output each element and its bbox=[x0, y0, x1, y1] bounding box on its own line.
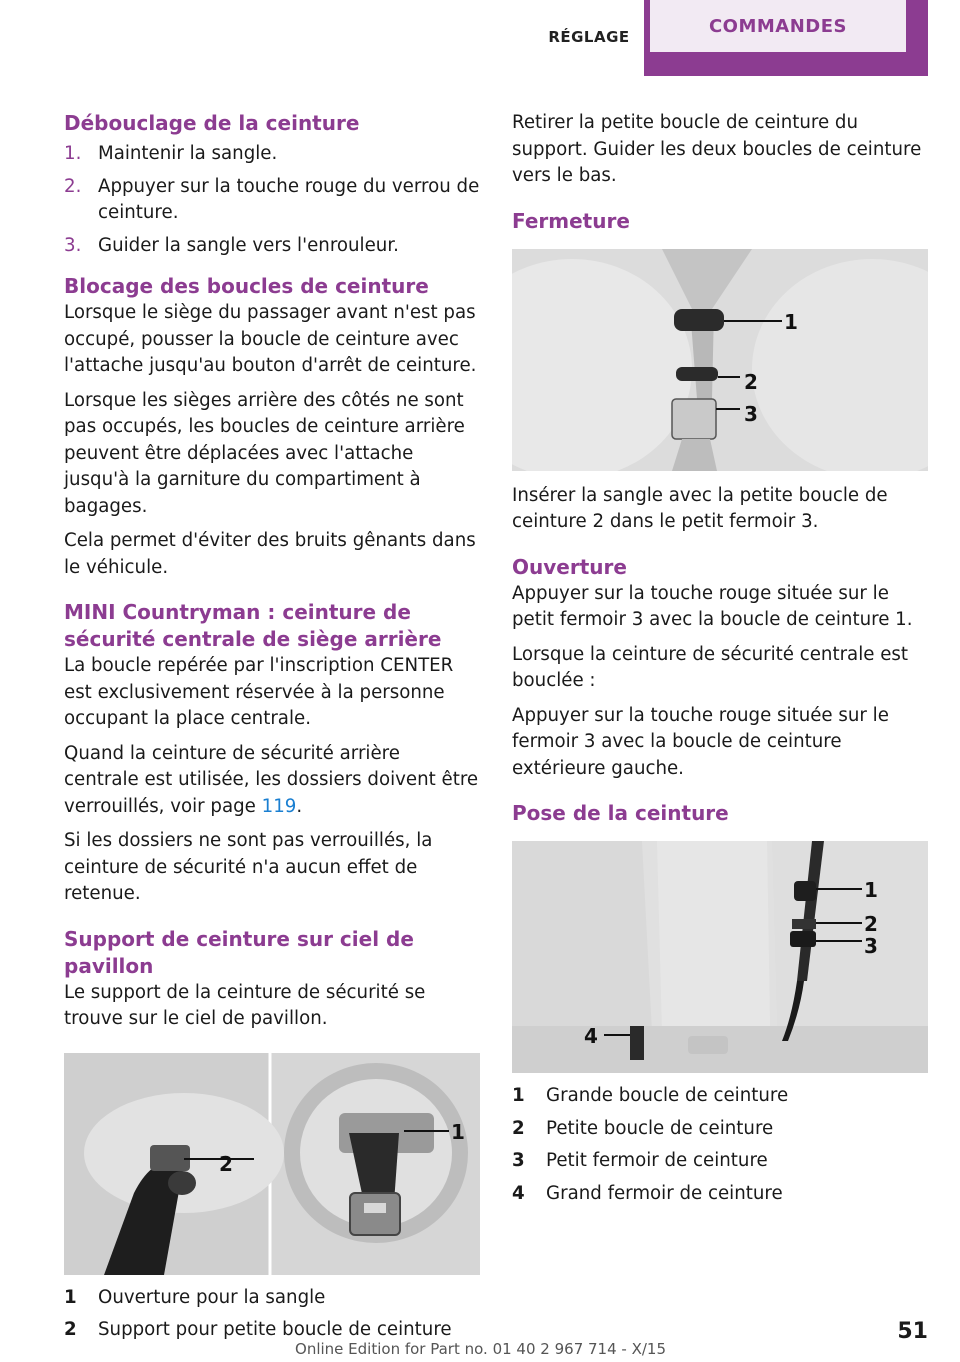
page-link[interactable]: 119 bbox=[261, 795, 297, 817]
legend-number: 1 bbox=[512, 1085, 525, 1106]
step-number: 1. bbox=[64, 143, 82, 164]
tab-commandes[interactable] bbox=[644, 0, 928, 76]
paragraph: Lorsque la ceinture de sécurité centrale est bouclée : bbox=[512, 643, 909, 691]
section-title-blocage: Blocage des boucles de ceinture bbox=[64, 274, 429, 298]
legend-text: Grand fermoir de ceinture bbox=[546, 1182, 783, 1204]
step-text: Appuyer sur la touche rouge du verrou de ceinture. bbox=[98, 175, 480, 223]
figure-fastening bbox=[512, 249, 928, 471]
steps-list bbox=[64, 141, 480, 259]
legend-number: 1 bbox=[64, 1286, 77, 1308]
figure-callout: 3 bbox=[744, 401, 758, 426]
legend-number: 4 bbox=[512, 1182, 525, 1204]
paragraph: Appuyer sur la touche rouge située sur le fermoir 3 avec la boucle de ceinture extérieure gauche. bbox=[512, 704, 889, 779]
list-item bbox=[512, 1116, 928, 1143]
paragraph: Cela permet d'éviter des bruits gênants dans le véhicule. bbox=[64, 530, 476, 578]
list-item bbox=[512, 1181, 928, 1208]
edition-note: Online Edition for Part no. 01 40 2 967 714 - X/15 bbox=[295, 1340, 666, 1358]
legend-text: Support pour petite boucle de ceinture bbox=[98, 1319, 452, 1340]
paragraph: Appuyer sur la touche rouge située sur le petit fermoir 3 avec la boucle de ceinture 1. bbox=[512, 582, 913, 630]
paragraph: Le support de la ceinture de sécurité se trouve sur le ciel de pavillon. bbox=[64, 981, 426, 1029]
section-title-ouverture: Ouverture bbox=[512, 554, 627, 579]
tab-commandes-label: COMMANDES bbox=[650, 0, 906, 52]
step-text: Guider la sangle vers l'enrouleur. bbox=[98, 234, 399, 256]
section-title-pose: Pose de la ceinture bbox=[512, 801, 729, 825]
paragraph: La boucle repérée par l'inscription CENTER est exclusivement réservée à la personne occupant la place centrale. bbox=[64, 655, 454, 729]
step-number: 2. bbox=[64, 175, 82, 197]
figure-callout: 1 bbox=[451, 1119, 465, 1144]
legend-text: Ouverture pour la sangle bbox=[98, 1286, 326, 1308]
figure-legend bbox=[512, 1083, 928, 1207]
paragraph: Si les dossiers ne sont pas verrouillés, la ceinture de sécurité n'a aucun effet de retenue. bbox=[64, 830, 433, 904]
figure-callout: 1 bbox=[864, 878, 878, 902]
figure-callout: 2 bbox=[219, 1151, 233, 1176]
legend-text: Grande boucle de ceinture bbox=[546, 1085, 789, 1106]
legend-text: Petit fermoir de ceinture bbox=[546, 1150, 768, 1171]
paragraph-text: Quand la ceinture de sécurité arrière centrale est utilisée, les dossiers doivent être verrouillés, voir page bbox=[64, 742, 479, 817]
list-item bbox=[512, 1083, 928, 1110]
figure-callout: 2 bbox=[744, 369, 758, 394]
figure-callout: 3 bbox=[864, 934, 878, 958]
list-item bbox=[64, 141, 480, 168]
legend-text: Petite boucle de ceinture bbox=[546, 1117, 774, 1139]
paragraph: Insérer la sangle avec la petite boucle de ceinture 2 dans le petit fermoir 3. bbox=[512, 484, 888, 532]
paragraph bbox=[64, 741, 480, 821]
list-item bbox=[64, 233, 480, 260]
legend-number: 2 bbox=[512, 1117, 525, 1139]
step-text: Maintenir la sangle. bbox=[98, 143, 278, 164]
figure-callout: 4 bbox=[584, 1024, 598, 1048]
left-column bbox=[64, 110, 480, 1350]
list-item bbox=[64, 1285, 480, 1312]
paragraph: Lorsque le siège du passager avant n'est pas occupé, pousser la boucle de ceinture avec l'attache jusqu'au bouton d'arrêt de ceinture. bbox=[64, 302, 477, 376]
paragraph: Lorsque les sièges arrière des côtés ne sont pas occupés, les boucles de ceinture arrière peuvent être déplacées avec l'attache jusqu'à la garniture du compartiment à bagages. bbox=[64, 389, 465, 517]
section-title-support: Support de ceinture sur ciel de pavillon bbox=[64, 926, 414, 978]
section-title-countryman: MINI Countryman : ceinture de sécurité centrale de siège arrière bbox=[64, 600, 442, 651]
paragraph-text: . bbox=[296, 795, 303, 817]
right-column bbox=[512, 110, 928, 1213]
step-number: 3. bbox=[64, 234, 82, 256]
page-number: 51 bbox=[897, 1319, 928, 1344]
tab-reglage[interactable]: RÉGLAGE bbox=[548, 28, 630, 46]
paragraph: Retirer la petite boucle de ceinture du support. Guider les deux boucles de ceinture vers le bas. bbox=[512, 112, 922, 186]
legend-number: 3 bbox=[512, 1150, 525, 1171]
section-title-debouclage: Débouclage de la ceinture bbox=[64, 111, 360, 135]
list-item bbox=[64, 174, 480, 227]
list-item bbox=[512, 1148, 928, 1175]
figure-callout: 1 bbox=[784, 309, 798, 334]
legend-number: 2 bbox=[64, 1319, 77, 1340]
figure-belt-routing bbox=[512, 841, 928, 1073]
figure-belt-support bbox=[64, 1053, 480, 1275]
chapter-tabs bbox=[534, 0, 928, 76]
page-footer bbox=[0, 1314, 928, 1362]
section-title-fermeture: Fermeture bbox=[512, 208, 630, 233]
figure-callout: 2 bbox=[864, 912, 878, 936]
